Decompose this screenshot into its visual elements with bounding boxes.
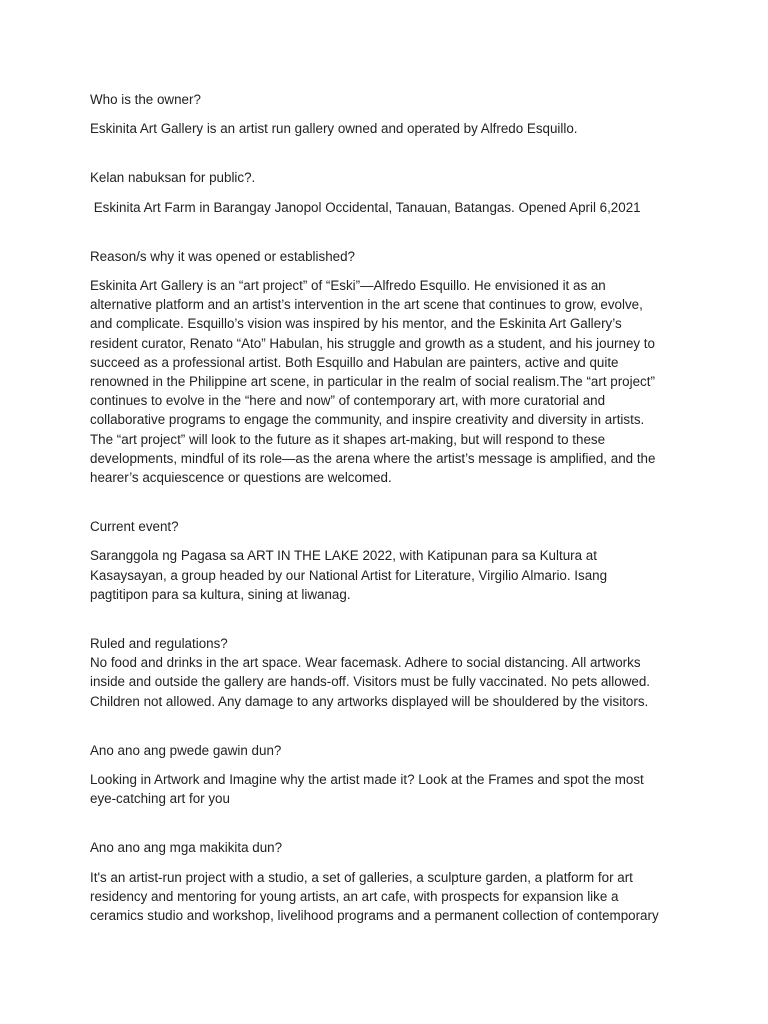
answer-line: eye-catching art for you [90, 791, 230, 807]
answer-line: developments, mindful of its role—as the arena where the artist’s message is amplified, and the [90, 450, 656, 466]
document-page [90, 90, 700, 925]
answer-line: collaborative programs to engage the community, and inspire creativity and diversity in artists. [90, 412, 645, 428]
answer-line: No food and drinks in the art space. Wear facemask. Adhere to social distancing. All artworks [90, 655, 641, 671]
answer-reason [90, 276, 700, 487]
answer-attractions [90, 868, 700, 926]
answer-line: It's an artist-run project with a studio, a set of galleries, a sculpture garden, a platform for art [90, 869, 633, 885]
answer-line: Children not allowed. Any damage to any artworks displayed will be shouldered by the visitors. [90, 693, 649, 709]
answer-line: succeed as a professional artist. Both Esquillo and Habulan are painters, active and quite [90, 354, 619, 370]
question-opening-date: Kelan nabuksan for public?. [90, 170, 256, 186]
answer-line: ceramics studio and workshop, livelihood programs and a permanent collection of contemporary [90, 908, 659, 924]
answer-line: Kasaysayan, a group headed by our National Artist for Literature, Virgilio Almario. Isang [90, 567, 608, 583]
answer-line: resident curator, Renato “Ato” Habulan, his struggle and growth as a student, and his journey to [90, 335, 655, 351]
question-current-event: Current event? [90, 519, 179, 535]
answer-rules [90, 653, 700, 711]
answer-line: Saranggola ng Pagasa sa ART IN THE LAKE 2022, with Katipunan para sa Kultura at [90, 548, 597, 564]
answer-line: Eskinita Art Farm in Barangay Janopol Occidental, Tanauan, Batangas. Opened April 6,2021 [90, 199, 641, 215]
answer-line: alternative platform and an artist’s intervention in the art scene that continues to grow, evolve, [90, 297, 643, 313]
answer-opening-date [90, 198, 700, 217]
answer-line: renowned in the Philippine art scene, in particular in the realm of social realism.The “art project” [90, 374, 655, 390]
answer-line: pagtitipon para sa kultura, sining at liwanag. [90, 586, 351, 602]
answer-line: hearer’s acquiescence or questions are welcomed. [90, 470, 392, 486]
answer-line: and complicate. Esquillo’s vision was inspired by his mentor, and the Eskinita Art Gallery’s [90, 316, 622, 332]
question-rules: Ruled and regulations? [90, 636, 228, 652]
answer-line: Eskinita Art Gallery is an “art project” of “Eski”—Alfredo Esquillo. He envisioned it as an [90, 278, 606, 294]
answer-line: Looking in Artwork and Imagine why the artist made it? Look at the Frames and spot the most [90, 772, 644, 788]
answer-current-event [90, 546, 700, 604]
question-owner: Who is the owner? [90, 92, 201, 107]
answer-line: The “art project” will look to the future as it shapes art-making, but will respond to these [90, 431, 606, 447]
answer-line: residency and mentoring for young artists, an art cafe, with prospects for expansion like a [90, 888, 619, 904]
question-attractions: Ano ano ang mga makikita dun? [90, 840, 283, 856]
answer-line: inside and outside the gallery are hands-off. Visitors must be fully vaccinated. No pets allowed. [90, 674, 650, 690]
question-reason: Reason/s why it was opened or established? [90, 248, 355, 264]
answer-line: continues to evolve in the “here and now” of contemporary art, with more curatorial and [90, 393, 606, 409]
answer-activities [90, 770, 700, 808]
answer-owner [90, 119, 700, 138]
question-activities: Ano ano ang pwede gawin dun? [90, 742, 282, 758]
answer-line: Eskinita Art Gallery is an artist run gallery owned and operated by Alfredo Esquillo. [90, 121, 578, 137]
